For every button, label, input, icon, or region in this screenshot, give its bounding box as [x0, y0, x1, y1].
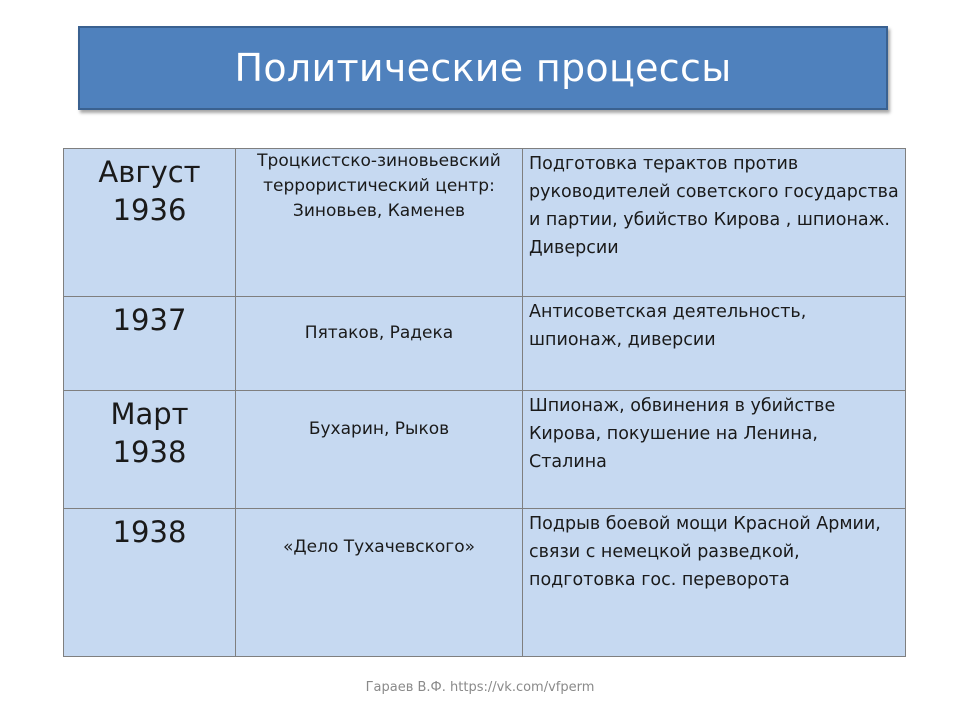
year-value: 1936 — [112, 193, 187, 227]
charges-text: Шпионаж, обвинения в убийстве Кирова, покушение на Ленина, Сталина — [529, 396, 836, 472]
defendants-cell — [236, 297, 523, 391]
defendants-text: Троцкистско-зиновьевский террористический центр: Зиновьев, Каменев — [257, 151, 501, 221]
year-cell — [64, 509, 236, 657]
page-title: Политические процессы — [234, 46, 732, 90]
year-label: Март — [110, 397, 189, 431]
year-value: 1938 — [112, 435, 187, 469]
trials-table — [63, 148, 906, 657]
table-row — [64, 391, 906, 509]
charges-text: Подрыв боевой мощи Красной Армии, связи с немецкой разведкой, подготовка гос. переворота — [529, 514, 881, 590]
defendants-text: «Дело Тухачевского» — [282, 537, 475, 557]
defendants-cell — [236, 509, 523, 657]
defendants-cell — [236, 391, 523, 509]
defendants-cell — [236, 149, 523, 297]
year-label: Август — [98, 155, 201, 189]
year-cell — [64, 391, 236, 509]
year-cell — [64, 149, 236, 297]
year-cell — [64, 297, 236, 391]
charges-text: Подготовка терактов против руководителей советского государства и партии, убийство Кирова , шпионаж. Диверсии — [529, 154, 899, 258]
year-value: 1938 — [112, 515, 187, 549]
charges-text: Антисоветская деятельность, шпионаж, диверсии — [529, 302, 807, 350]
year-value: 1937 — [112, 303, 187, 337]
table-row — [64, 509, 906, 657]
defendants-text: Бухарин, Рыков — [308, 419, 450, 439]
table-row — [64, 149, 906, 297]
table-row — [64, 297, 906, 391]
defendants-text: Пятаков, Радека — [304, 323, 454, 343]
charges-cell — [523, 297, 906, 391]
title-banner — [78, 26, 888, 110]
footer-credit: Гараев В.Ф. https://vk.com/vfperm — [365, 680, 595, 695]
charges-cell — [523, 391, 906, 509]
charges-cell — [523, 509, 906, 657]
charges-cell — [523, 149, 906, 297]
